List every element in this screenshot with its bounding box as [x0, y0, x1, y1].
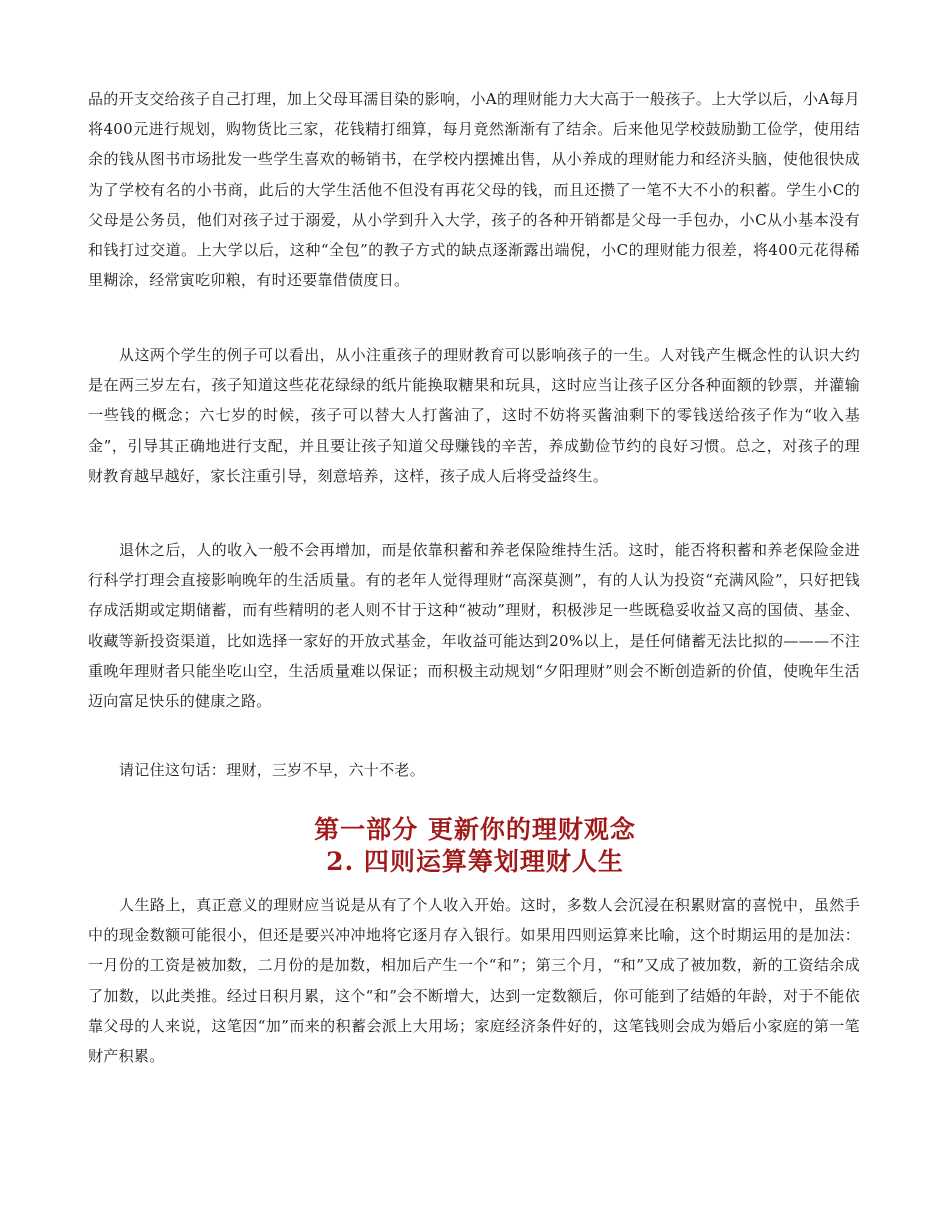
body-paragraph-4: 请记住这句话：理财，三岁不早，六十不老。: [119, 761, 426, 779]
part-heading: 第一部分 更新你的理财观念: [314, 815, 636, 844]
section-heading: 2. 四则运算筹划理财人生: [326, 847, 624, 876]
body-paragraph-1: 品的开支交给孩子自己打理，加上父母耳濡目染的影响，小A的理财能力大大高于一般孩子。上大学以后，小A每月将400元进行规划，购物货比三家，花钱精打细算，每月竟然渐渐有了结余。后来他见学校鼓励勤工俭学，使用结余的钱从图书市场批发一些学生喜欢的畅销书，在学校内摆摊出售，从小养成的理财能力和经济头脑，使他很快成为了学校有名的小书商，此后的大学生活他不但没有再花父母的钱，而且还攒了一笔不大不小的积蓄。学生小C的父母是公务员，他们对孩子过于溺爱，从小学到升入大学，孩子的各种开销都是父母一手包办，小C从小基本没有和钱打过交道。上大学以后，这种“全包”的教子方式的缺点逐渐露出端倪，小C的理财能力很差，将400元花得稀里糊涂，经常寅吃卯粮，有时还要靠借债度日。: [88, 90, 860, 290]
body-paragraph-2: 从这两个学生的例子可以看出，从小注重孩子的理财教育可以影响孩子的一生。人对钱产生概念性的认识大约是在两三岁左右，孩子知道这些花花绿绿的纸片能换取糖果和玩具，这时应当让孩子区分各种面额的钞票，并灌输一些钱的概念；六七岁的时候，孩子可以替大人打酱油了，这时不妨将买酱油剩下的零钱送给孩子作为“收入基金”，引导其正确地进行支配，并且要让孩子知道父母赚钱的辛苦，养成勤俭节约的良好习惯。总之，对孩子的理财教育越早越好，家长注重引导，刻意培养，这样，孩子成人后将受益终生。: [88, 346, 860, 485]
body-paragraph-5: 人生路上，真正意义的理财应当说是从有了个人收入开始。这时，多数人会沉浸在积累财富的喜悦中，虽然手中的现金数额可能很小，但还是要兴冲冲地将它逐月存入银行。如果用四则运算来比喻，这个时期运用的是加法：一月份的工资是被加数，二月份的是加数，相加后产生一个“和”；第三个月，“和”又成了被加数，新的工资结余成了加数，以此类推。经过日积月累，这个“和”会不断增大，达到一定数额后，你可能到了结婚的年龄，对于不能依靠父母的人来说，这笔因“加”而来的积蓄会派上大用场；家庭经济条件好的，这笔钱则会成为婚后小家庭的第一笔财产积累。: [88, 896, 860, 1066]
body-paragraph-3: 退休之后，人的收入一般不会再增加，而是依靠积蓄和养老保险维持生活。这时，能否将积蓄和养老保险金进行科学打理会直接影响晚年的生活质量。有的老年人觉得理财“高深莫测”，有的人认为投资“充满风险”，只好把钱存成活期或定期储蓄，而有些精明的老人则不甘于这种“被动”理财，积极涉足一些既稳妥收益又高的国债、基金、收藏等新投资渠道，比如选择一家好的开放式基金，年收益可能达到20%以上，是任何储蓄无法比拟的———不注重晚年理财者只能坐吃山空，生活质量难以保证；而积极主动规划“夕阳理财”则会不断创造新的价值，使晚年生活迈向富足快乐的健康之路。: [88, 541, 860, 711]
